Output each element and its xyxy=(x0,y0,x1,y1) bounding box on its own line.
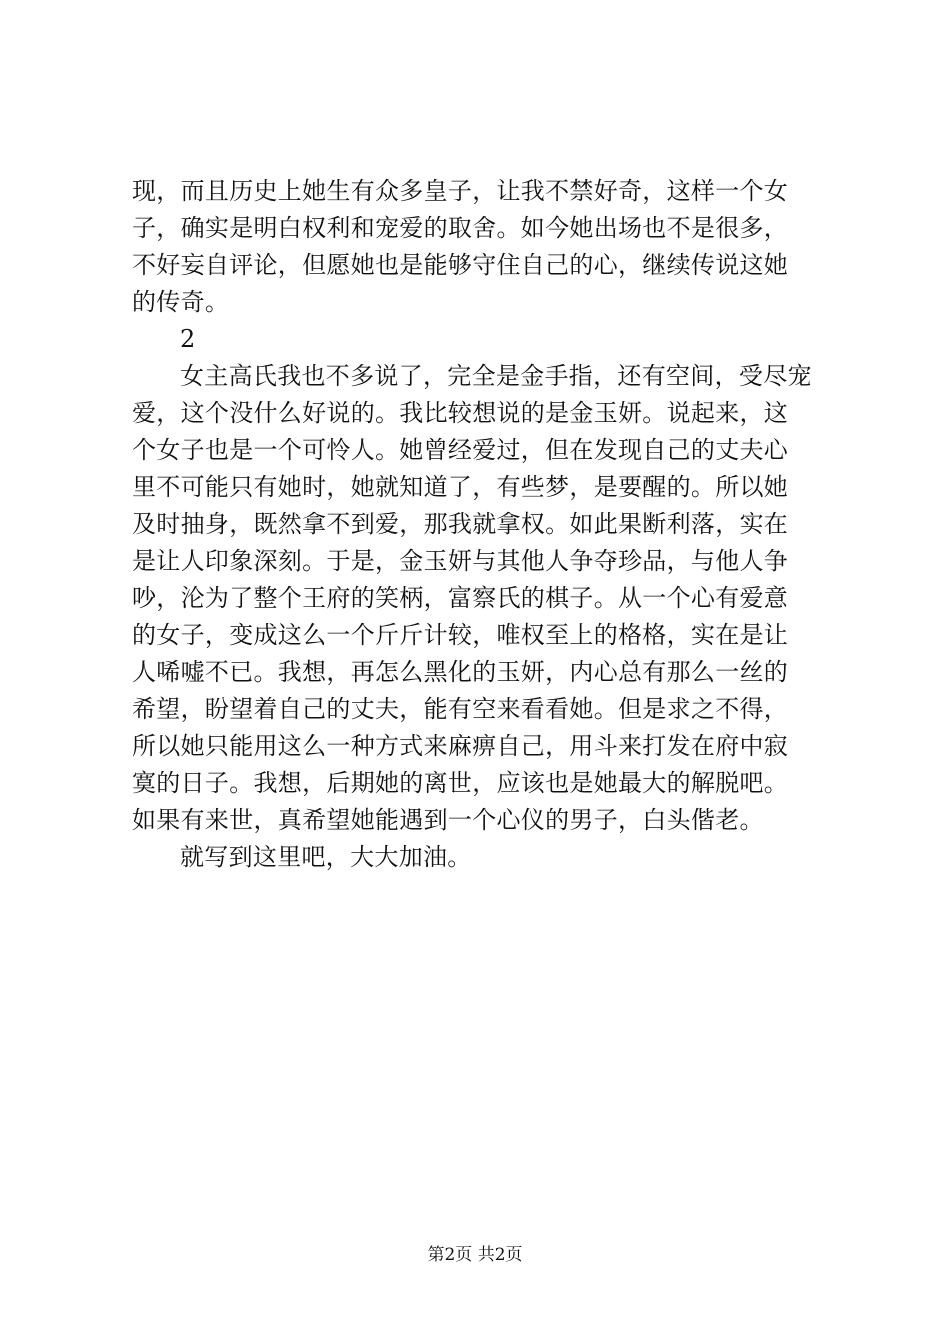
text-line: 不好妄自评论，但愿她也是能够守住自己的心，继续传说这她 xyxy=(132,251,789,279)
text-line: 里不可能只有她时，她就知道了，有些梦，是要醒的。所以她 xyxy=(132,473,789,501)
text-line: 子，确实是明白权利和宠爱的取舍。如今她出场也不是很多， xyxy=(132,214,789,242)
text-line: 人唏嘘不已。我想，再怎么黑化的玉妍，内心总有那么一丝的 xyxy=(132,658,789,686)
text-line: 及时抽身，既然拿不到爱，那我就拿权。如此果断利落，实在 xyxy=(132,510,789,538)
text-line: 的传奇。 xyxy=(132,288,230,316)
text-line: 的女子，变成这么一个斤斤计较，唯权至上的格格，实在是让 xyxy=(132,621,789,649)
text-line: 个女子也是一个可怜人。她曾经爱过，但在发现自己的丈夫心 xyxy=(132,436,789,464)
document-body xyxy=(132,173,832,876)
text-line: 寞的日子。我想，后期她的离世，应该也是她最大的解脱吧。 xyxy=(132,769,789,797)
text-line: 希望，盼望着自己的丈夫，能有空来看看她。但是求之不得， xyxy=(132,695,789,723)
section-number: 2 xyxy=(180,325,196,353)
text-line: 所以她只能用这么一种方式来麻痹自己，用斗来打发在府中寂 xyxy=(132,732,789,760)
text-line: 现，而且历史上她生有众多皇子，让我不禁好奇，这样一个女 xyxy=(132,177,789,205)
text-line: 爱，这个没什么好说的。我比较想说的是金玉妍。说起来，这 xyxy=(132,399,789,427)
text-line: 就写到这里吧，大大加油。 xyxy=(180,843,472,871)
text-line: 是让人印象深刻。于是，金玉妍与其他人争夺珍品，与他人争 xyxy=(132,547,789,575)
text-line: 女主高氏我也不多说了，完全是金手指，还有空间，受尽宠 xyxy=(180,362,812,390)
page-footer: 第2页 共2页 xyxy=(427,1245,523,1265)
text-line: 如果有来世，真希望她能遇到一个心仪的男子，白头偕老。 xyxy=(132,806,764,834)
text-line: 吵，沦为了整个王府的笑柄，富察氏的棋子。从一个心有爱意 xyxy=(132,584,789,612)
